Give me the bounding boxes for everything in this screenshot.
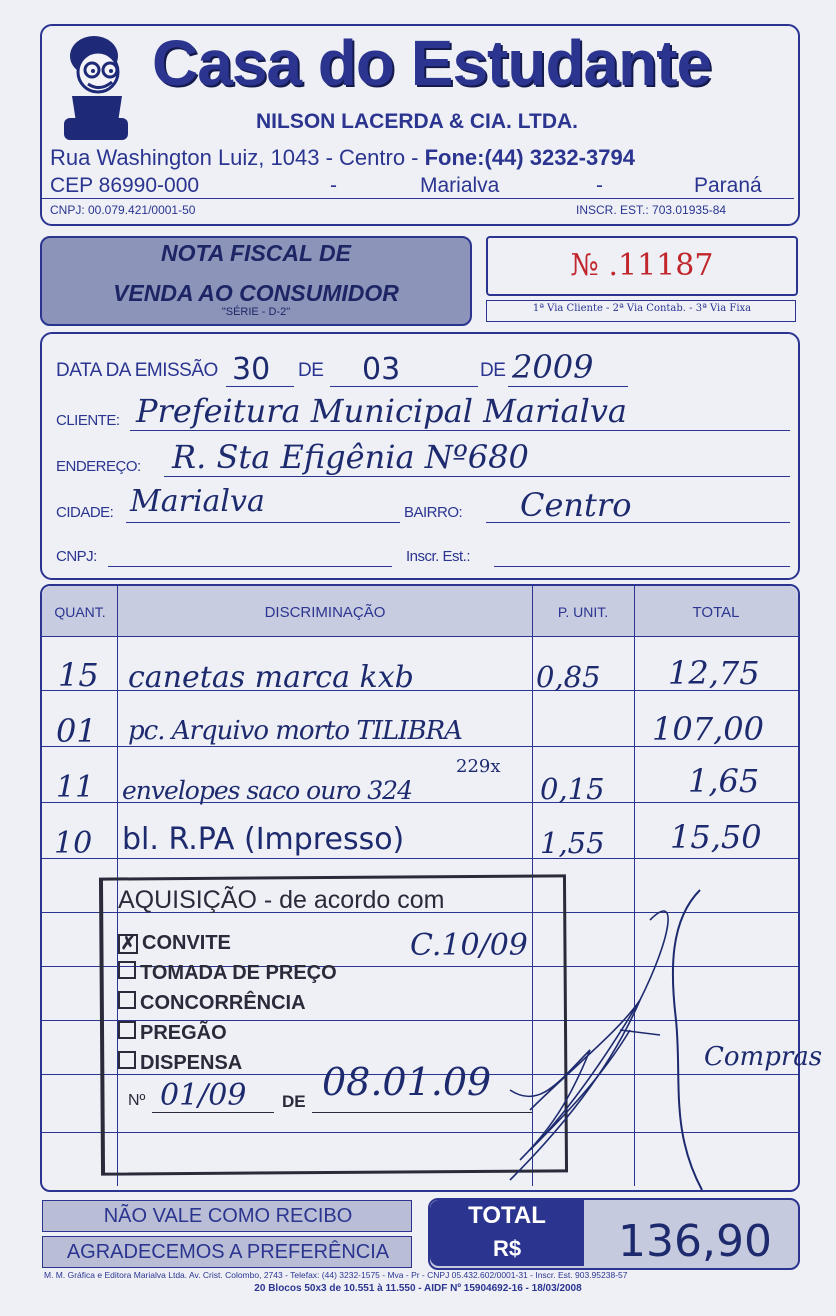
currency-label: R$: [492, 1236, 522, 1261]
row-4-unit: 1,55: [540, 826, 605, 860]
month-line: [330, 386, 478, 387]
de-label-1: DE: [298, 360, 324, 381]
row-4-desc: bl. R.PA (Impresso): [122, 822, 405, 857]
checkbox-icon: [118, 1021, 136, 1039]
header-quant: QUANT.: [54, 604, 106, 620]
cep: CEP 86990-000: [50, 174, 200, 197]
header-p-unit: P. UNIT.: [557, 604, 609, 620]
row-3-unit: 0,15: [540, 772, 605, 806]
row-3-qty: 11: [56, 770, 95, 805]
option-label: CONVITE: [142, 932, 231, 954]
row-2-total: 107,00: [652, 710, 764, 748]
option-label: CONCORRÊNCIA: [140, 992, 306, 1014]
stamp-no-label: Nº: [128, 1092, 146, 1109]
row-line: [42, 636, 798, 637]
year: 2009: [512, 348, 594, 386]
stamp-date: 08.01.09: [322, 1060, 492, 1104]
header-total: TOTAL: [692, 604, 740, 621]
date-label: DATA DA EMISSÃO: [56, 360, 218, 381]
cliente: Prefeitura Municipal Marialva: [136, 392, 627, 430]
serie: "SÉRIE - D-2": [221, 306, 291, 318]
row-line: [42, 858, 798, 859]
checkbox-icon: [118, 991, 136, 1009]
row-3-total: 1,65: [688, 762, 760, 800]
stamp-title: AQUISIÇÃO - de acordo com: [118, 886, 445, 914]
printer-info: M. M. Gráfica e Editora Marialva Ltda. Av. Crist. Colombo, 2743 - Telefax: (44) 3232-1575 - Mva - Pr - CNPJ 05.432.602/0001-31 - Inscr. Est. 903.95238-57: [44, 1270, 628, 1280]
row-4-total: 15,50: [670, 818, 762, 856]
row-2-desc: pc. Arquivo morto TILIBRA: [128, 716, 462, 746]
row-1-total: 12,75: [668, 654, 760, 692]
option-concorrencia: [118, 988, 337, 1018]
invoice-number: № .11187: [570, 248, 714, 283]
inscr-est: INSCR. EST.: 703.01935-84: [576, 203, 727, 217]
title-line-2: VENDA AO CONSUMIDOR: [113, 280, 399, 306]
cidade: Marialva: [130, 484, 265, 519]
row-1-desc: canetas marca kxb: [128, 660, 414, 695]
de-label-2: DE: [480, 360, 506, 381]
agradecemos: AGRADECEMOS A PREFERÊNCIA: [66, 1241, 390, 1263]
address-line: [50, 145, 635, 171]
vias: 1ª Via Cliente - 2ª Via Contab. - 3ª Via Fixa: [532, 303, 752, 314]
row-1-unit: 0,85: [536, 660, 601, 694]
option-label: DISPENSA: [140, 1052, 243, 1074]
option-label: TOMADA DE PREÇO: [140, 962, 337, 984]
month: 03: [362, 352, 401, 387]
stamp-no-value: 01/09: [160, 1078, 247, 1113]
city: Marialva: [420, 174, 500, 197]
note-229: 229x: [456, 756, 501, 777]
option-pregao: [118, 1018, 337, 1048]
title-line-1: NOTA FISCAL DE: [161, 240, 351, 266]
cnpj-line: [108, 566, 392, 567]
state: Paraná: [694, 174, 762, 197]
signature: [470, 880, 800, 1200]
endereco-line: [164, 476, 790, 477]
day: 30: [232, 352, 271, 387]
cliente-label: CLIENTE:: [56, 412, 120, 429]
dash-1: -: [330, 174, 337, 197]
cidade-label: CIDADE:: [56, 504, 114, 521]
stamp-de-label: DE: [282, 1092, 306, 1111]
row-2-qty: 01: [56, 712, 97, 750]
checkbox-icon: [118, 1051, 136, 1069]
inscr-line: [494, 566, 790, 567]
bairro-label: BAIRRO:: [404, 504, 463, 521]
mascot-logo: [58, 30, 134, 142]
address: Rua Washington Luiz, 1043 - Centro -: [50, 145, 425, 170]
endereco: R. Sta Efigênia Nº680: [172, 438, 529, 476]
cnpj: CNPJ: 00.079.421/0001-50: [50, 203, 196, 217]
row-3-desc: envelopes saco ouro 324: [122, 776, 412, 805]
nao-vale: NÃO VALE COMO RECIBO: [103, 1205, 353, 1227]
brand-name: Casa do Estudante: [152, 27, 712, 99]
dash-2: -: [596, 174, 603, 197]
company-name: NILSON LACERDA & CIA. LTDA.: [256, 110, 578, 133]
cnpj-label: CNPJ:: [56, 548, 97, 565]
header-divider: [42, 198, 794, 199]
option-label: PREGÃO: [140, 1022, 227, 1044]
checkbox-icon: [118, 961, 136, 979]
convite-note: C.10/09: [410, 928, 528, 963]
inscr-label: Inscr. Est.:: [406, 548, 471, 565]
option-dispensa: [118, 1048, 337, 1078]
row-1-qty: 15: [58, 656, 99, 694]
cidade-line: [126, 522, 400, 523]
blocks-info: 20 Blocos 50x3 de 10.551 à 11.550 - AIDF Nº 15904692-16 - 18/03/2008: [254, 1283, 582, 1294]
bairro: Centro: [520, 486, 632, 524]
total-label: TOTAL: [468, 1202, 546, 1229]
header-discriminacao: DISCRIMINAÇÃO: [264, 604, 386, 621]
grand-total: 136,90: [618, 1216, 772, 1267]
phone: Fone:(44) 3232-3794: [424, 145, 635, 170]
year-line: [508, 386, 628, 387]
option-convite: [118, 928, 337, 958]
option-tomada: [118, 958, 337, 988]
stamp-options: [118, 928, 337, 1078]
checkbox-checked-icon: ✗: [118, 934, 138, 954]
cliente-line: [130, 430, 790, 431]
endereco-label: ENDEREÇO:: [56, 458, 141, 475]
compras-annotation: Compras: [704, 1042, 823, 1072]
row-4-qty: 10: [54, 826, 93, 861]
